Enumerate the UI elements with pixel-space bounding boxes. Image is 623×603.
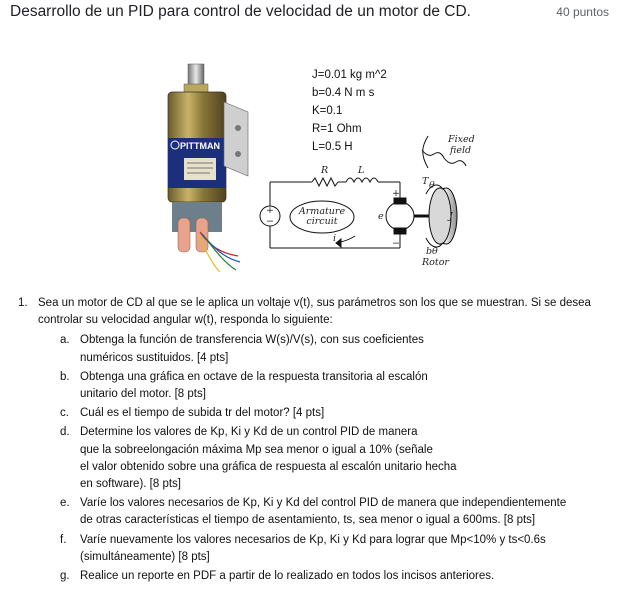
param-friction: b=0.4 N m s [312,87,375,99]
dtheta-label: θ̇ [432,246,438,257]
item-text: Varíe nuevamente los valores necesarios de Kp, Ki y Kd para lograr que Mp<10% y ts<0.6s (simultáneamente) [8 pts] [80,533,546,563]
torque-label: T [422,176,429,187]
item-letter: b. [60,370,70,383]
param-constant: K=0.1 [312,105,343,117]
armature-label: Armature [298,206,346,217]
current-label: i [333,233,337,244]
item-text: Realice un reporte en PDF a partir de lo realizado en todos los incisos anteriores. [80,570,495,583]
item-text: Obtenga una gráfica en octave de la respuesta transitoria al escalón unitario del motor. [8 pts] [80,370,428,401]
motor-minus: − [392,238,400,249]
list-item [60,424,613,493]
item-letter: c. [60,407,69,420]
inertia-label: J [449,211,453,222]
question-text: Sea un motor de CD al que se le aplica un voltaje v(t), sus parámetros son los que se muestran. Si se desea controlar su velocidad angular w(t), responda lo siguiente: [38,297,591,327]
item-text: Varíe los valores necesarios de Kp, Ki y Kd del control PID de manera que independientemente de otras características el tiempo de asentamiento, ts, sea menor o igual a 600ms. [8 pts] [80,497,567,527]
question-number: 1. [18,297,28,309]
item-letter: d. [60,426,70,439]
list-item [60,495,613,529]
motor-brand: PITTMAN [180,141,220,151]
item-letter: f. [60,533,67,546]
rotor-label: Rotor [422,257,449,268]
item-text: Cuál es el tiempo de subida tr del motor? [4 pts] [80,407,325,420]
list-item [60,405,613,422]
list-item [60,568,613,585]
list-item [60,369,613,403]
fixed-label: Fixed [448,134,475,145]
inductor-label: L [358,165,365,176]
source-plus: + [266,205,274,216]
item-letter: a. [60,334,70,347]
damping-label: b [426,246,433,257]
param-inductance: L=0.5 H [312,141,353,153]
motor-plus: + [392,188,400,199]
points-label: 40 puntos [556,5,609,19]
field-label: field [450,145,472,156]
motor-photo [168,64,248,272]
emf-label: e [378,211,384,222]
resistor-label: R [321,165,329,176]
question-block [18,295,613,587]
question-title: Desarrollo de un PID para control de velocidad de un motor de CD. [10,3,471,20]
item-text: Determine los valores de Kp, Ki y Kd de un control PID de manera que la sobreelongación máxima Mp sea menor o igual a 10% (señale el valor obtenido sobre una gráfica de respuesta al escalón unitario hecha en software). [8 pts] [80,426,457,491]
motor-parameters [312,66,387,156]
item-text: Obtenga la función de transferencia W(s)/V(s), con sus coeficientes numéricos sustituidos. [4 pts] [80,334,424,364]
circuit-label: circuit [306,216,338,227]
sub-item-list [60,332,613,585]
list-item [60,332,613,366]
theta-label: θ [429,180,435,191]
param-inertia: J=0.01 kg m^2 [312,69,387,81]
item-letter: g. [60,570,70,583]
param-resistance: R=1 Ohm [312,123,362,135]
item-letter: e. [60,497,70,510]
list-item [60,532,613,566]
source-minus: − [266,216,274,227]
